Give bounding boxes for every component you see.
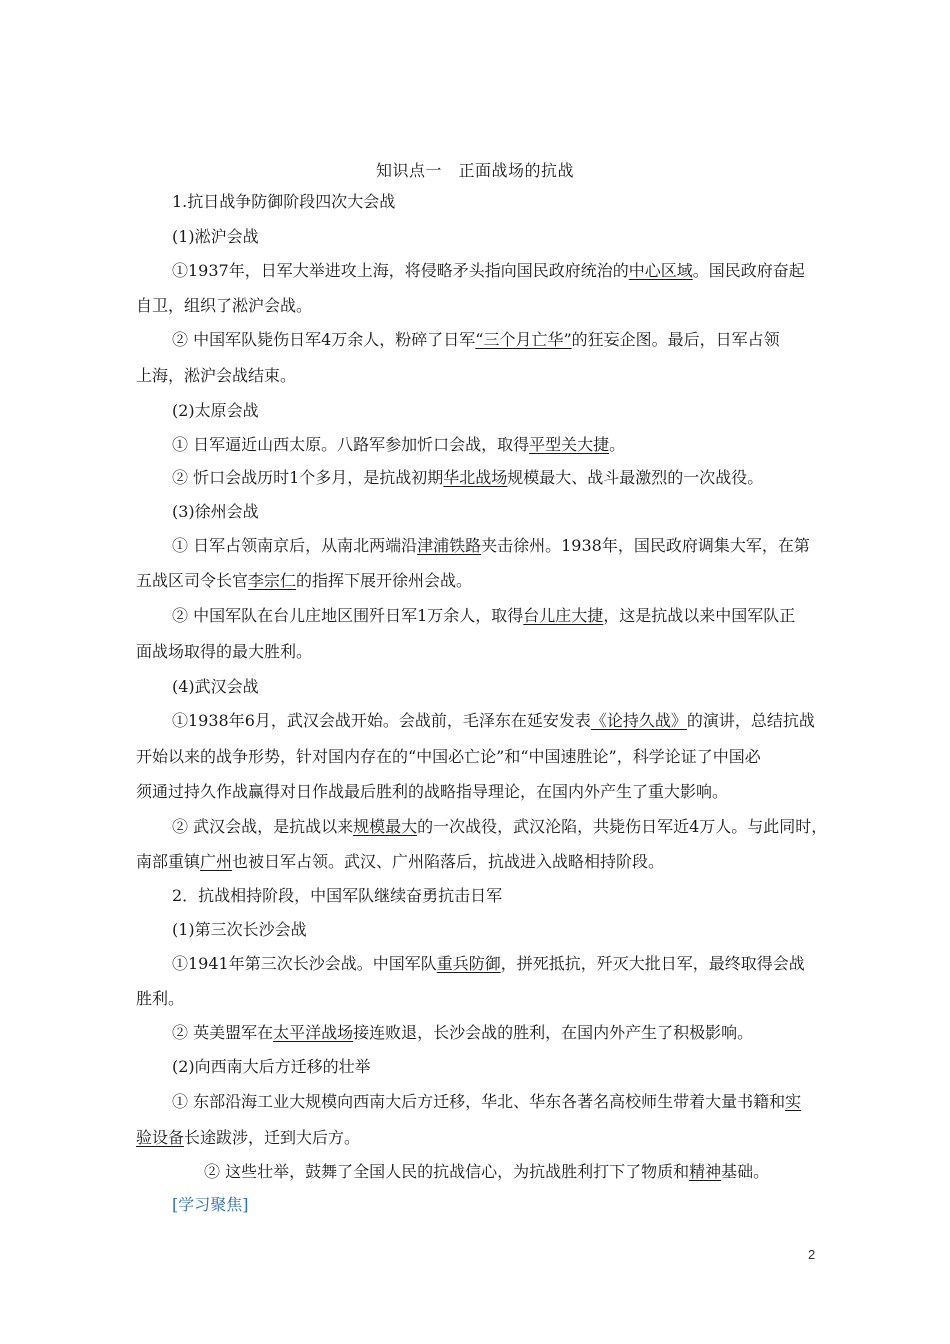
wuhan-para-2-line-2: 南部重镇广州也被日军占领。武汉、广州陷落后，抗战进入战略相持阶段。 [136,852,665,871]
section-title: 知识点一 正面战场的抗战 [375,161,574,180]
underlined-term: 广州 [200,852,233,871]
changsha-para-1-line-2: 胜利。 [136,989,185,1008]
xuzhou-para-2-line-2: 面战场取得的最大胜利。 [136,642,313,661]
songhu-para-1-line-1: ①1937年，日军大举进攻上海，将侵略矛头指向国民政府统治的中心区域。国民政府奋起 [172,261,805,280]
xuzhou-para-2-line-1: ② 中国军队在台儿庄地区围歼日军1万余人，取得台儿庄大捷，这是抗战以来中国军队正 [172,606,796,625]
wuhan-heading: (4)武汉会战 [172,677,259,696]
changsha-heading: (1)第三次长沙会战 [172,920,307,939]
migration-para-1-line-1: ① 东部沿海工业大规模向西南大后方迁移，华北、华东各著名高校师生带着大量书籍和实 [172,1092,802,1111]
taiyuan-para-2: ② 忻口会战历时1个多月，是抗战初期华北战场规模最大、战斗最激烈的一次战役。 [172,468,764,487]
wuhan-para-1-line-3: 须通过持久作战赢得对日作战最后胜利的战略指导理论，在国内外产生了重大影响。 [136,782,729,801]
page-number: 2 [808,1247,816,1262]
xuzhou-para-1-line-2: 五战区司令长官李宗仁的指挥下展开徐州会战。 [136,571,473,590]
wuhan-para-1-line-2: 开始以来的战争形势，针对国内存在的“中国必亡论”和“中国速胜论”，科学论证了中国必 [136,747,761,766]
songhu-para-2-line-2: 上海，淞沪会战结束。 [136,366,297,385]
xuzhou-heading: (3)徐州会战 [172,502,259,521]
underlined-term: 中心区域 [628,261,693,280]
underlined-term: 华北战场 [443,468,508,487]
underlined-term: 验设备 [136,1128,185,1147]
underlined-term: 平型关大捷 [529,435,610,454]
underlined-term: 台儿庄大捷 [523,606,604,625]
wuhan-para-1-line-1: ①1938年6月，武汉会战开始。会战前，毛泽东在延安发表《论持久战》的演讲，总结抗战 [172,711,815,730]
underlined-term: 重兵防御 [436,954,501,973]
underlined-term: 精神 [689,1162,722,1181]
underlined-term: 《论持久战》 [590,711,687,730]
study-focus-label: [学习聚焦] [172,1195,249,1214]
taiyuan-para-1: ① 日军逼近山西太原。八路军参加忻口会战，取得平型关大捷。 [172,435,626,454]
underlined-term: 太平洋战场 [273,1023,354,1042]
songhu-para-1-line-2: 自卫，组织了淞沪会战。 [136,296,313,315]
xuzhou-para-1-line-1: ① 日军占领南京后，从南北两端沿津浦铁路夹击徐州。1938年，国民政府调集大军，在第 [172,536,810,555]
taiyuan-heading: (2)太原会战 [172,401,259,420]
underlined-term: “三个月亡华” [475,330,572,349]
wuhan-para-2-line-1: ② 武汉会战，是抗战以来规模最大的一次战役，武汉沦陷，共毙伤日军近4万人。与此同时， [172,817,828,836]
section-2-heading: 2．抗战相持阶段，中国军队继续奋勇抗击日军 [172,886,503,905]
underlined-term: 规模最大 [353,817,418,836]
changsha-para-2: ② 英美盟军在太平洋战场接连败退，长沙会战的胜利，在国内外产生了积极影响。 [172,1023,754,1042]
songhu-para-2-line-1: ② 中国军队毙伤日军4万余人，粉碎了日军“三个月亡华”的狂妄企图。最后，日军占领 [172,330,780,349]
underlined-term: 实 [785,1092,802,1111]
migration-para-2: ② 这些壮举，鼓舞了全国人民的抗战信心，为抗战胜利打下了物质和精神基础。 [204,1162,770,1181]
changsha-para-1-line-1: ①1941年第三次长沙会战。中国军队重兵防御，拼死抵抗，歼灭大批日军，最终取得会战 [172,954,805,973]
migration-heading: (2)向西南大后方迁移的壮举 [172,1057,371,1076]
section-1-heading: 1.抗日战争防御阶段四次大会战 [172,192,396,211]
underlined-term: 李宗仁 [248,571,297,590]
songhu-heading: (1)淞沪会战 [172,227,259,246]
underlined-term: 津浦铁路 [417,536,482,555]
migration-para-1-line-2: 验设备长途跋涉，迁到大后方。 [136,1128,361,1147]
